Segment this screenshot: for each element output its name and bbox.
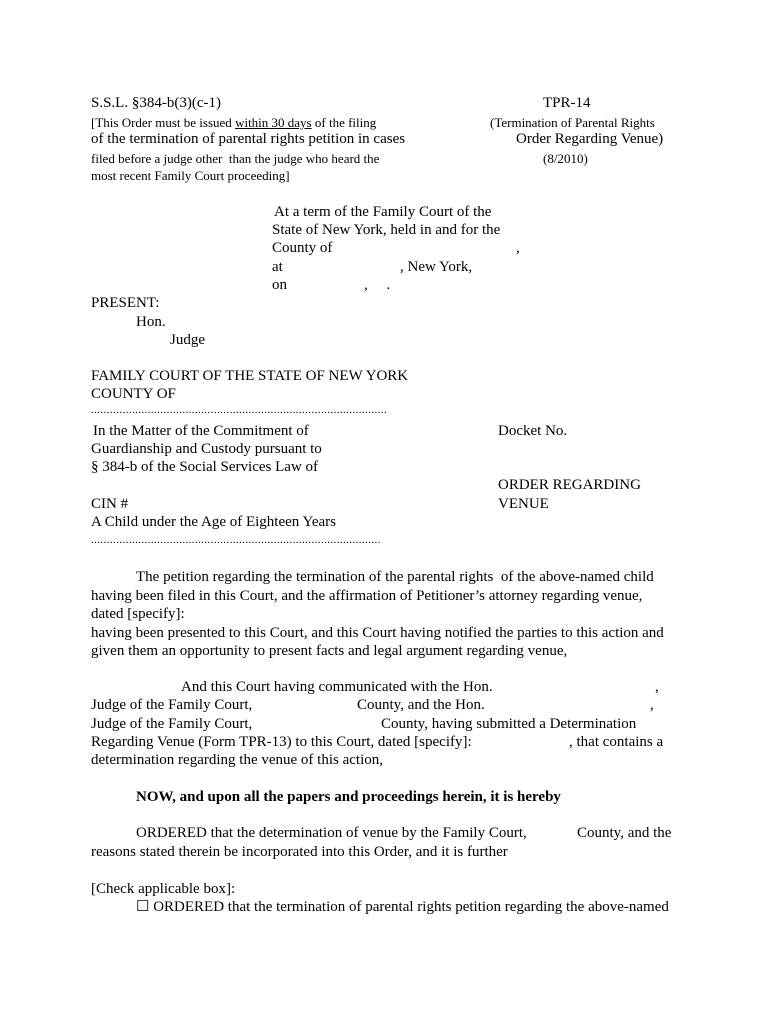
term-new-york: , New York, bbox=[400, 259, 473, 275]
para2-line4-end: , that contains a bbox=[569, 734, 664, 750]
term-at-label: at bbox=[272, 259, 283, 275]
filing-note-line1: [This Order must be issued within 30 days of the filing bbox=[91, 115, 377, 130]
caption-matter-line3: § 384-b of the Social Services Law of bbox=[91, 459, 319, 475]
ordered-venue-line1: ORDERED that the determination of venue by the Family Court, bbox=[136, 825, 527, 841]
para1-line1: The petition regarding the termination of the parental rights of the above-named child bbox=[136, 569, 654, 585]
present-label: PRESENT: bbox=[91, 295, 160, 311]
statute-citation: S.S.L. §384-b(3)(c-1) bbox=[91, 95, 221, 111]
para2-line5: determination regarding the venue of this action, bbox=[91, 752, 383, 768]
para1-line4: having been presented to this Court, and this Court having notified the parties to this action and bbox=[91, 625, 664, 641]
check-applicable-label: [Check applicable box]: bbox=[91, 881, 236, 897]
filing-note-line4: most recent Family Court proceeding] bbox=[91, 168, 290, 183]
order-title-line2: VENUE bbox=[498, 496, 549, 512]
para2-line1: And this Court having communicated with the Hon. bbox=[181, 679, 493, 695]
caption-child: A Child under the Age of Eighteen Years bbox=[91, 514, 336, 530]
caption-matter-line2: Guardianship and Custody pursuant to bbox=[91, 441, 322, 457]
present-judge: Judge bbox=[170, 332, 205, 348]
para2-line4-form: Regarding Venue (Form TPR-13) to this Court, dated [specify]: bbox=[91, 734, 472, 750]
term-county-comma: , bbox=[516, 240, 520, 256]
para1-line3: dated [specify]: bbox=[91, 606, 185, 622]
para2-line3-county: County, having submitted a Determination bbox=[381, 716, 637, 732]
caption-dotted-line-top: .............................................................................................. bbox=[91, 404, 388, 416]
checkbox-icon[interactable]: ☐ bbox=[136, 899, 150, 915]
docket-number-label: Docket No. bbox=[498, 423, 568, 439]
caption-dotted-line-bottom: ............................................................................................ bbox=[91, 534, 381, 546]
court-county: COUNTY OF bbox=[91, 386, 176, 402]
checkbox-option-label: ORDERED that the termination of parental rights petition regarding the above-named bbox=[153, 899, 669, 915]
para2-line2-comma: , bbox=[650, 697, 654, 713]
form-title-line1: (Termination of Parental Rights bbox=[490, 115, 655, 130]
para2-line1-comma: , bbox=[655, 679, 659, 695]
order-title-line1: ORDER REGARDING bbox=[498, 477, 641, 493]
para2-line2-judge: Judge of the Family Court, bbox=[91, 697, 253, 713]
form-title-line2: Order Regarding Venue) bbox=[516, 131, 664, 147]
term-date-separators: , . bbox=[364, 277, 391, 293]
para1-line5: given them an opportunity to present facts and legal argument regarding venue, bbox=[91, 643, 568, 659]
ordered-venue-line2: reasons stated therein be incorporated into this Order, and it is further bbox=[91, 844, 508, 860]
filing-note-line2: of the termination of parental rights petition in cases bbox=[91, 131, 406, 147]
term-on-label: on bbox=[272, 277, 287, 293]
ordered-venue-county: County, and the bbox=[577, 825, 672, 841]
caption-cin: CIN # bbox=[91, 496, 129, 512]
form-date: (8/2010) bbox=[543, 151, 588, 166]
present-hon: Hon. bbox=[136, 314, 166, 330]
para2-line3-judge: Judge of the Family Court, bbox=[91, 716, 253, 732]
term-line1: At a term of the Family Court of the bbox=[274, 204, 492, 220]
court-name: FAMILY COURT OF THE STATE OF NEW YORK bbox=[91, 368, 409, 384]
para1-line2: having been filed in this Court, and the affirmation of Petitioner’s attorney regarding venue, bbox=[91, 588, 643, 604]
caption-matter-line1: In the Matter of the Commitment of bbox=[93, 423, 309, 439]
now-heading: NOW, and upon all the papers and proceedings herein, it is hereby bbox=[136, 789, 561, 805]
term-county-label: County of bbox=[272, 240, 333, 256]
checkbox-ordered-option[interactable] bbox=[136, 900, 669, 915]
form-code: TPR-14 bbox=[543, 95, 591, 111]
para2-line2-county: County, and the Hon. bbox=[357, 697, 485, 713]
term-line2: State of New York, held in and for the bbox=[272, 222, 501, 238]
filing-note-line3: filed before a judge other than the judge who heard the bbox=[91, 151, 380, 166]
